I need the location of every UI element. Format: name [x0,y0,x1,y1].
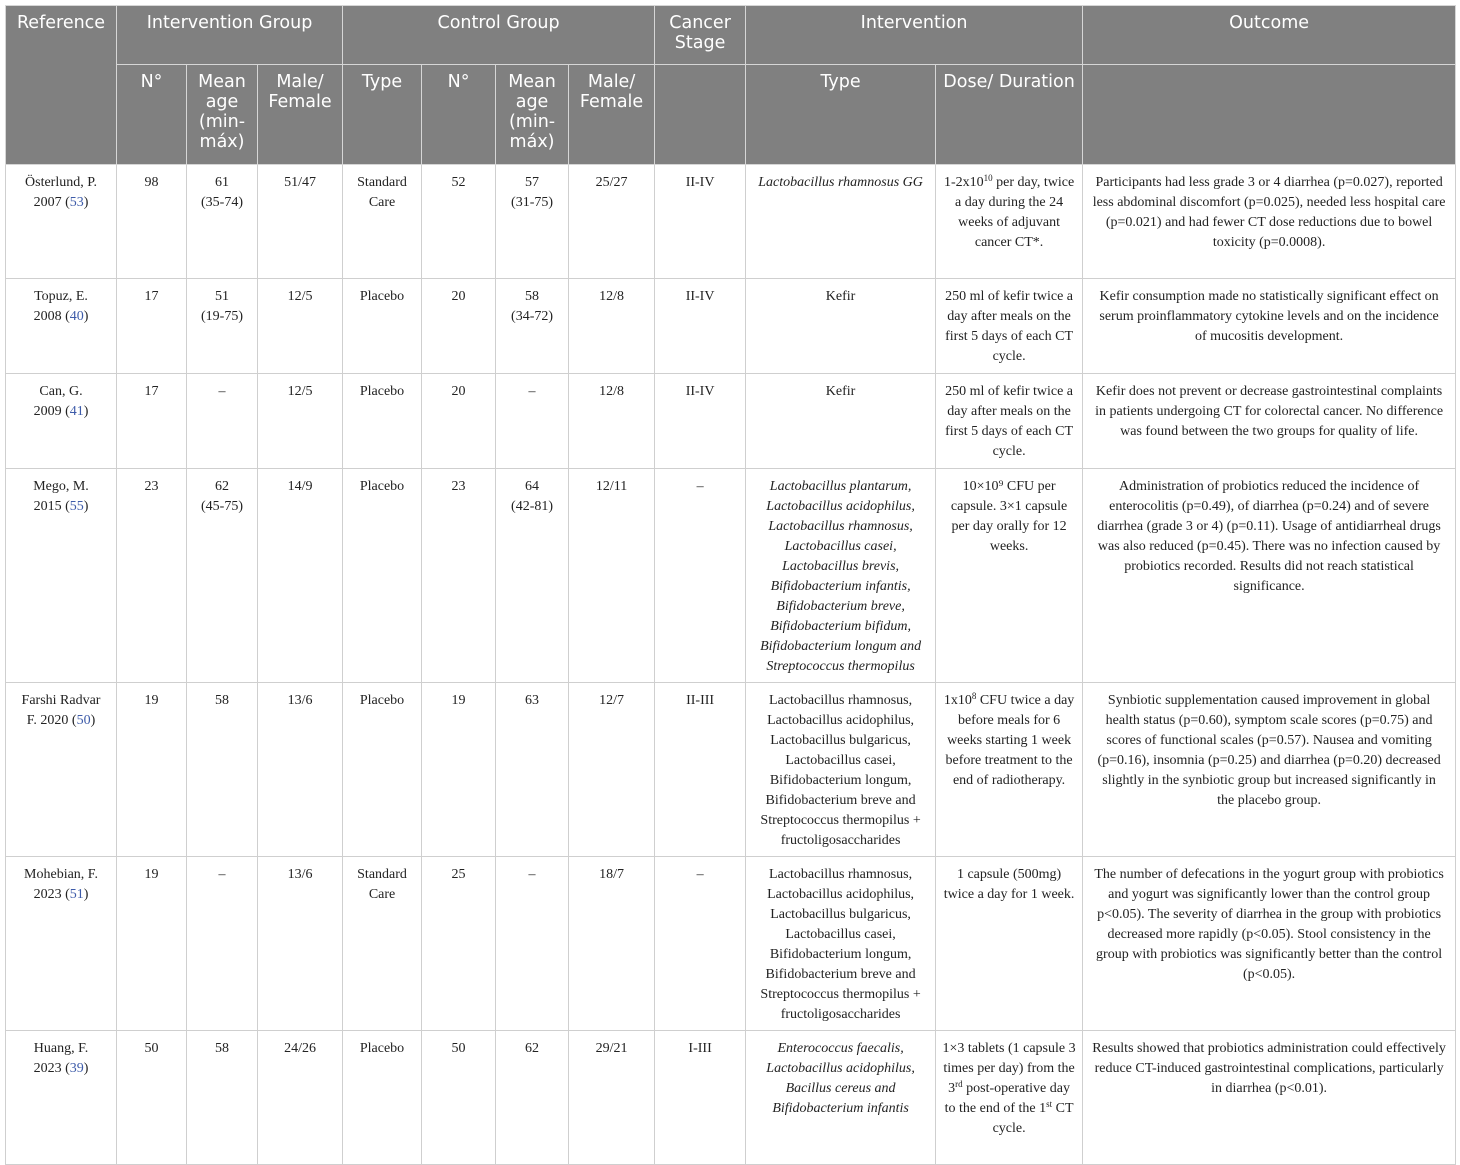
header-cancer-stage: Cancer Stage [655,6,746,65]
stage-cell: II-IV [655,165,746,279]
ctrl-type-cell: Standard Care [343,857,422,1031]
header-intervention-group: Intervention Group [117,6,343,65]
citation-link[interactable]: 55 [69,499,84,514]
header-row-2 [6,65,1456,165]
ctrl-age-cell: 57 (31-75) [496,165,569,279]
dose-cell: 250 ml of kefir twice a day after meals on the first 5 days of each CT cycle. [936,374,1083,469]
ctrl-n-cell: 20 [422,279,496,374]
header-reference: Reference [6,6,117,165]
int-age-cell: – [187,857,258,1031]
int-n-cell: 19 [117,857,187,1031]
ctrl-mf-cell: 12/7 [569,683,655,857]
ctrl-n-cell: 20 [422,374,496,469]
table-row [6,857,1456,1031]
stage-cell: – [655,857,746,1031]
reference-cell: Can, G. 2009 (41) [6,374,117,469]
ctrl-type-cell: Placebo [343,374,422,469]
header-ctrl-n: N° [422,65,496,165]
intervention-type-cell: Enterococcus faecalis, Lactobacillus acidophilus, Bacillus cereus and Bifidobacterium infantis [746,1031,936,1165]
studies-table [5,5,1456,1165]
header-dose-duration: Dose/ Duration [936,65,1083,165]
outcome-cell: Results showed that probiotics administration could effectively reduce CT-induced gastrointestinal complications, particularly in diarrhea (p<0.01). [1083,1031,1456,1165]
stage-cell: II-IV [655,279,746,374]
int-n-cell: 23 [117,469,187,683]
intervention-type-cell: Kefir [746,279,936,374]
stage-cell: – [655,469,746,683]
header-int-n: N° [117,65,187,165]
int-mf-cell: 24/26 [258,1031,343,1165]
int-n-cell: 98 [117,165,187,279]
ctrl-type-cell: Placebo [343,469,422,683]
int-mf-cell: 12/5 [258,374,343,469]
int-age-cell: 62 (45-75) [187,469,258,683]
stage-cell: I-III [655,1031,746,1165]
citation-link[interactable]: 53 [69,195,84,210]
citation-link[interactable]: 41 [69,404,84,419]
citation-link[interactable]: 51 [69,887,84,902]
int-n-cell: 17 [117,374,187,469]
stage-cell: II-IV [655,374,746,469]
citation-link[interactable]: 50 [76,713,91,728]
reference-cell: Mego, M. 2015 (55) [6,469,117,683]
reference-cell: Österlund, P. 2007 (53) [6,165,117,279]
ctrl-n-cell: 23 [422,469,496,683]
header-ctrl-type: Type [343,65,422,165]
int-mf-cell: 13/6 [258,857,343,1031]
outcome-cell: The number of defecations in the yogurt group with probiotics and yogurt was significantly lower than the control group p<0.05). The severity of diarrhea in the group with probiotics decreased more rapidly (p<0.05). Stool consistency in the group with probiotics was significantly better than the control (p<0.05). [1083,857,1456,1031]
dose-cell: $1-2x10^{10}$ per day, twice a day during the 24 weeks of adjuvant cancer CT*. [936,165,1083,279]
ctrl-age-cell: 62 [496,1031,569,1165]
reference-cell: Farshi Radvar F. 2020 (50) [6,683,117,857]
int-mf-cell: 12/5 [258,279,343,374]
table-row [6,469,1456,683]
table-container [5,5,1455,1165]
dose-cell: 10×10⁹ CFU per capsule. 3×1 capsule per day orally for 12 weeks. [936,469,1083,683]
intervention-type-cell: Lactobacillus plantarum, Lactobacillus acidophilus, Lactobacillus rhamnosus, Lactobacillus casei, Lactobacillus brevis, Bifidobacterium infantis, Bifidobacterium breve, Bifidobacterium bifidum, Bifidobacterium longum and Streptococcus thermopilus [746,469,936,683]
reference-cell: Mohebian, F. 2023 (51) [6,857,117,1031]
table-row [6,374,1456,469]
ctrl-n-cell: 50 [422,1031,496,1165]
int-age-cell: 61 (35-74) [187,165,258,279]
ctrl-n-cell: 25 [422,857,496,1031]
reference-cell: Huang, F. 2023 (39) [6,1031,117,1165]
outcome-cell: Kefir consumption made no statistically significant effect on serum proinflammatory cytokine levels and on the incidence of mucositis development. [1083,279,1456,374]
table-row [6,279,1456,374]
outcome-cell: Kefir does not prevent or decrease gastrointestinal complaints in patients undergoing CT for colorectal cancer. No difference was found between the two groups for quality of life. [1083,374,1456,469]
intervention-type-cell: Lactobacillus rhamnosus, Lactobacillus acidophilus, Lactobacillus bulgaricus, Lactobacillus casei, Bifidobacterium longum, Bifidobacterium breve and Streptococcus thermopilus + fructoligosaccharides [746,857,936,1031]
header-outcome-empty [1083,65,1456,165]
header-intervention: Intervention [746,6,1083,65]
ctrl-age-cell: 58 (34-72) [496,279,569,374]
header-outcome: Outcome [1083,6,1456,65]
int-n-cell: 19 [117,683,187,857]
header-stage-empty [655,65,746,165]
int-age-cell: 58 [187,683,258,857]
header-control-group: Control Group [343,6,655,65]
int-n-cell: 17 [117,279,187,374]
intervention-type-cell: Lactobacillus rhamnosus GG [746,165,936,279]
header-int-mean-age: Mean age (min-máx) [187,65,258,165]
int-age-cell: 58 [187,1031,258,1165]
ctrl-type-cell: Placebo [343,279,422,374]
ctrl-mf-cell: 12/8 [569,374,655,469]
ctrl-mf-cell: 18/7 [569,857,655,1031]
ctrl-age-cell: – [496,857,569,1031]
stage-cell: II-III [655,683,746,857]
ctrl-n-cell: 52 [422,165,496,279]
ctrl-mf-cell: 12/11 [569,469,655,683]
int-n-cell: 50 [117,1031,187,1165]
dose-cell: 1 capsule (500mg) twice a day for 1 week. [936,857,1083,1031]
intervention-type-cell: Lactobacillus rhamnosus, Lactobacillus acidophilus, Lactobacillus bulgaricus, Lactobacillus casei, Bifidobacterium longum, Bifidobacterium breve and Streptococcus thermopilus + fructoligosaccharides [746,683,936,857]
intervention-type-cell: Kefir [746,374,936,469]
header-ctrl-mean-age: Mean age (min-máx) [496,65,569,165]
dose-cell: 1×3 tablets (1 capsule 3 times per day) from the 3rd post-operative day to the end of the 1st CT cycle. [936,1031,1083,1165]
citation-link[interactable]: 40 [69,309,84,324]
header-row-1 [6,6,1456,65]
int-age-cell: – [187,374,258,469]
ctrl-type-cell: Standard Care [343,165,422,279]
int-age-cell: 51 (19-75) [187,279,258,374]
header-int-male-female: Male/ Female [258,65,343,165]
ctrl-age-cell: – [496,374,569,469]
table-row [6,683,1456,857]
int-mf-cell: 13/6 [258,683,343,857]
int-mf-cell: 14/9 [258,469,343,683]
outcome-cell: Synbiotic supplementation caused improvement in global health status (p=0.60), symptom scale scores (p=0.75) and scores of functional scales (p=0.57). Nausea and vomiting (p=0.16), insomnia (p=0.25) and diarrhea (p=0.20) decreased slightly in the synbiotic group but increased significantly in the placebo group. [1083,683,1456,857]
ctrl-mf-cell: 12/8 [569,279,655,374]
dose-cell: 250 ml of kefir twice a day after meals on the first 5 days of each CT cycle. [936,279,1083,374]
table-row [6,165,1456,279]
dose-cell: $1x10^8$ CFU twice a day before meals for 6 weeks starting 1 week before treatment to the end of radiotherapy. [936,683,1083,857]
ctrl-age-cell: 63 [496,683,569,857]
citation-link[interactable]: 39 [69,1061,84,1076]
int-mf-cell: 51/47 [258,165,343,279]
ctrl-type-cell: Placebo [343,1031,422,1165]
header-ctrl-male-female: Male/ Female [569,65,655,165]
header-intervention-type: Type [746,65,936,165]
ctrl-age-cell: 64 (42-81) [496,469,569,683]
ctrl-mf-cell: 29/21 [569,1031,655,1165]
ctrl-type-cell: Placebo [343,683,422,857]
outcome-cell: Administration of probiotics reduced the incidence of enterocolitis (p=0.49), of diarrhea (p=0.24) and of severe diarrhea (grade 3 or 4) (p=0.11). Usage of antidiarrheal drugs was also reduced (p=0.45). There was no infection caused by probiotics recorded. Results did not reach statistical significance. [1083,469,1456,683]
reference-cell: Topuz, E. 2008 (40) [6,279,117,374]
outcome-cell: Participants had less grade 3 or 4 diarrhea (p=0.027), reported less abdominal discomfort (p=0.025), needed less hospital care (p=0.021) and had fewer CT dose reductions due to bowel toxicity (p=0.0008). [1083,165,1456,279]
table-row [6,1031,1456,1165]
ctrl-n-cell: 19 [422,683,496,857]
ctrl-mf-cell: 25/27 [569,165,655,279]
